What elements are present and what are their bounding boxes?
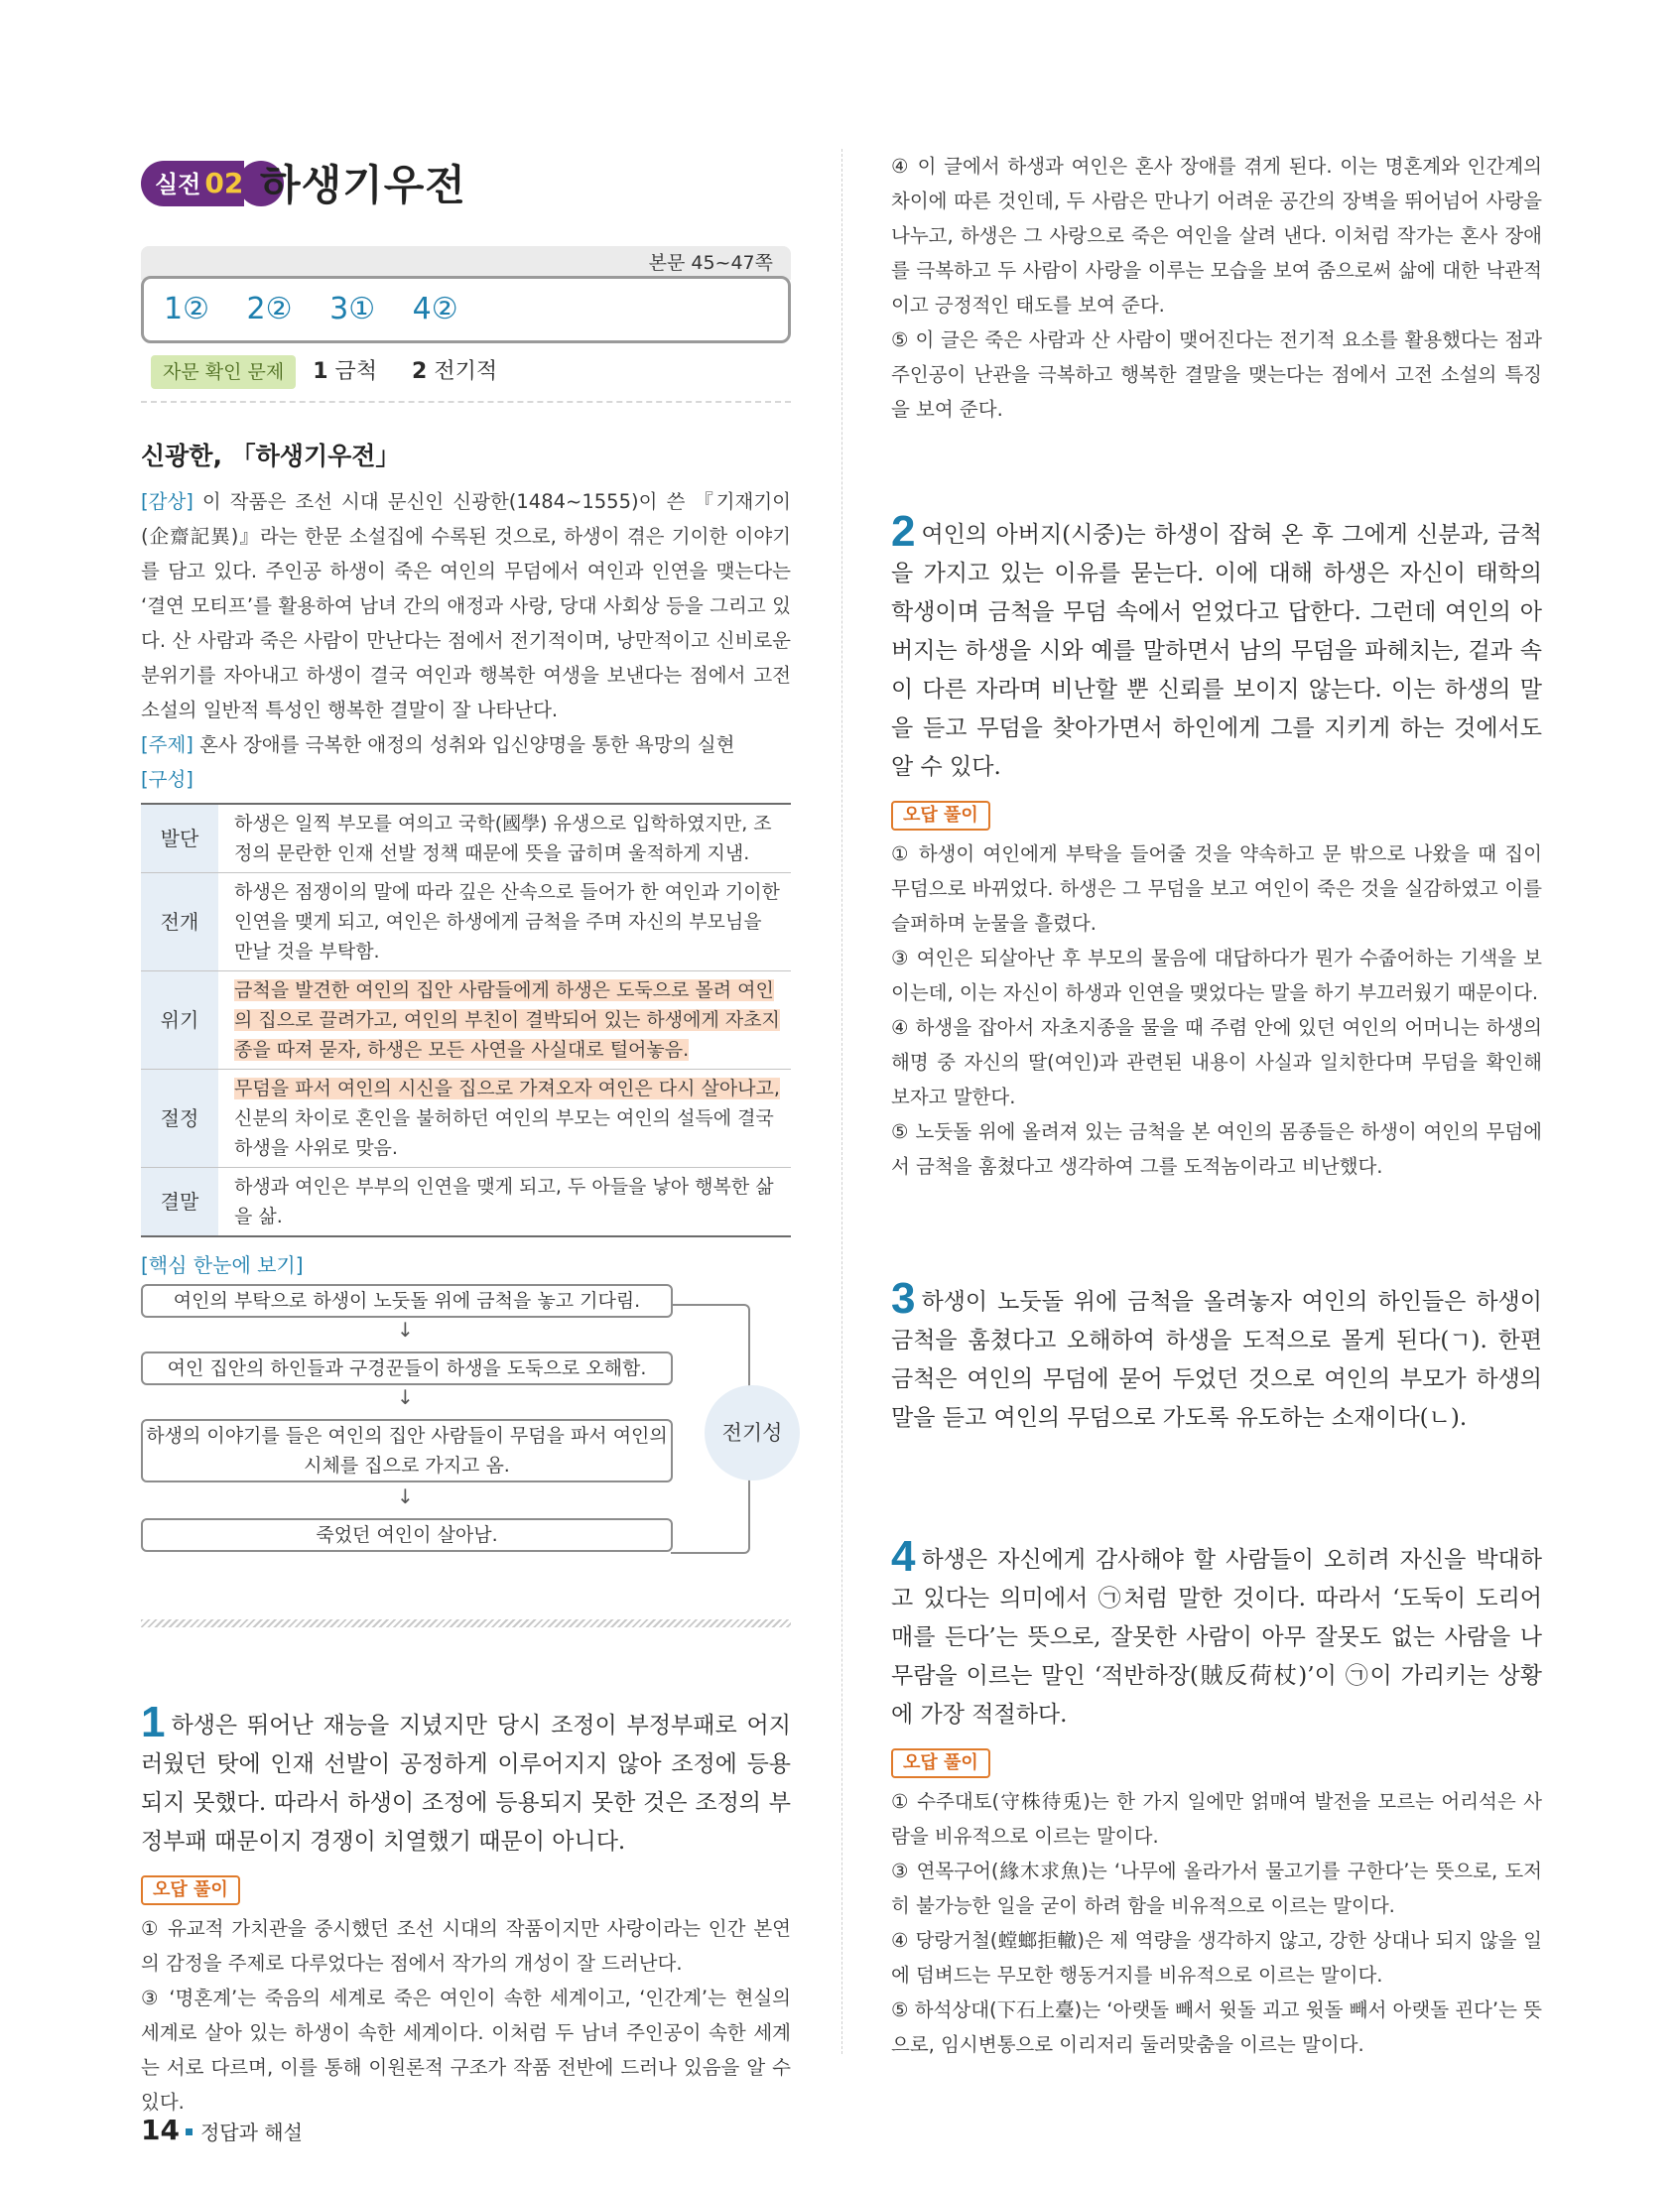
question-text: 하생은 뛰어난 재능을 지녔지만 당시 조정이 부정부패로 어지러웠던 탓에 인재 선발이 공정하게 이루어지지 않아 조정에 등용되지 못했다. 따라서 하생이 조정에 등용되지 못한 것은 조정의 부정부패 때문이지 경쟁이 치열했기 때문이 아니다. <box>141 1713 791 1855</box>
note: ④ 이 글에서 하생과 여인은 혼사 장애를 겪게 된다. 이는 명혼계와 인간계의 차이에 따른 것인데, 두 사람은 만나기 어려운 공간의 장벽을 뛰어넘어 사랑을 나누고, 하생은 그 사랑으로 죽은 여인을 살려 낸다. 이처럼 작가는 혼사 장애를 극복하고 두 사람이 사랑을 이루는 모습을 보여 줌으로써 삶에 대한 낙관적이고 긍정적인 태도를 보여 준다. <box>891 155 1542 317</box>
question-1 <box>141 1698 791 2120</box>
theme-label: [주제] <box>141 733 194 756</box>
note: ⑤ 하석상대(下石上臺)는 ‘아랫돌 빼서 윗돌 괴고 윗돌 빼서 아랫돌 괸다’는 뜻으로, 임시변통으로 이리저리 둘러맞춤을 이르는 말이다. <box>891 1998 1543 2056</box>
plot-stage: 결말 <box>141 1168 218 1237</box>
answer-pages: 본문 45~47쪽 <box>141 246 791 280</box>
work-title: 신광한, 「하생기우전」 <box>141 442 401 470</box>
right-column <box>891 149 1542 2062</box>
flow-diagram <box>141 1284 791 1602</box>
note: ① 하생이 여인에게 부탁을 들어줄 것을 약속하고 문 밖으로 나왔을 때 집이 무덤으로 바뀌었다. 하생은 그 무덤을 보고 여인이 죽은 것을 실감하였고 이를 슬퍼하며 눈물을 흘렸다. <box>891 842 1542 935</box>
appreciation-label: [감상] <box>141 490 194 513</box>
table-row <box>141 1070 791 1168</box>
wrong-answer-tag: 오답 풀이 <box>141 1875 240 1905</box>
table-row <box>141 1168 791 1237</box>
page-title: 하생기우전 <box>260 161 466 209</box>
left-column <box>141 149 791 2120</box>
plot-text: 하생과 여인은 부부의 인연을 맺게 되고, 두 아들을 낳아 행복한 삶을 삶. <box>218 1168 791 1237</box>
flow-step: 하생의 이야기를 들은 여인의 집안 사람들이 무덤을 파서 여인의 시체를 집으로 가지고 옴. <box>141 1419 673 1482</box>
quiz1-num: 1 <box>313 359 328 384</box>
plot-text: 금척을 발견한 여인의 집안 사람들에게 하생은 도둑으로 몰려 여인의 집으로 끌려가고, 여인의 부친이 결박되어 있는 하생에게 자초지종을 따져 묻자, 하생은 모든 사연을 사실대로 털어놓음. <box>218 971 791 1070</box>
answer-box <box>141 246 791 403</box>
plot-stage: 전개 <box>141 873 218 971</box>
note: ③ ‘명혼계’는 죽음의 세계로 죽은 여인이 속한 세계이고, ‘인간계’는 현실의 세계로 살아 있는 하생이 속한 세계이다. 이처럼 두 남녀 주인공이 속한 세계는 서로 다르며, 이를 통해 이원론적 구조가 작품 전반에 드러나 있음을 알 수 있다. <box>141 1987 791 2114</box>
quiz-row <box>141 343 791 403</box>
core-label: [핵심 한눈에 보기] <box>141 1253 304 1277</box>
quiz2-num: 2 <box>412 359 428 384</box>
flow-label: 전기성 <box>705 1385 800 1480</box>
note: ④ 하생을 잡아서 자초지종을 물을 때 주렴 안에 있던 여인의 어머니는 하생의 해명 중 자신의 딸(여인)과 관련된 내용이 사실과 일치한다며 무덤을 확인해 보자고 말한다. <box>891 1016 1542 1108</box>
flow-arrow: ↓ <box>397 1318 414 1342</box>
note: ④ 당랑거철(螳螂拒轍)은 제 역량을 생각하지 않고, 강한 상대나 되지 않을 일에 덤벼드는 무모한 행동거지를 비유적으로 이르는 말이다. <box>891 1929 1542 1987</box>
answer-list <box>141 276 791 343</box>
plot-text: 무덤을 파서 여인의 시신을 집으로 가져오자 여인은 다시 살아나고, 신분의 차이로 혼인을 불허하던 여인의 부모는 여인의 설득에 결국 하생을 사위로 맞음. <box>218 1070 791 1168</box>
flow-step: 죽었던 여인이 살아남. <box>141 1518 673 1552</box>
structure-label: [구성] <box>141 768 194 791</box>
plot-text: 하생은 일찍 부모를 여의고 국학(國學) 유생으로 입학하였지만, 조정의 문란한 인재 선발 정책 때문에 뜻을 굽히며 울적하게 지냄. <box>218 804 791 873</box>
plot-stage: 절정 <box>141 1070 218 1168</box>
question-3 <box>891 1274 1542 1438</box>
quiz1-answer: 금척 <box>334 359 378 384</box>
appreciation <box>141 484 791 727</box>
plot-table <box>141 803 791 1237</box>
theme-text: 혼사 장애를 극복한 애정의 성취와 입신양명을 통한 욕망의 실현 <box>199 733 735 756</box>
plot-text: 하생은 점쟁이의 말에 따라 깊은 산속으로 들어가 한 여인과 기이한 인연을 맺게 되고, 여인은 하생에게 금척을 주며 자신의 부모님을 만날 것을 부탁함. <box>218 873 791 971</box>
question-number: 4 <box>891 1532 916 1581</box>
quiz2-answer: 전기적 <box>434 359 498 384</box>
column-divider <box>841 149 842 2054</box>
wrong-answer-tag: 오답 풀이 <box>891 801 990 831</box>
question-text: 하생이 노둣돌 위에 금척을 올려놓자 여인의 하인들은 하생이 금척을 훔쳤다고 오해하여 하생을 도적으로 몰게 된다(ㄱ). 한편 금척은 여인의 무덤에 묻어 두었던 것으로 여인의 부모가 하생의 말을 듣고 여인의 무덤으로 가도록 유도하는 소재이다(ㄴ). <box>891 1289 1542 1431</box>
note: ③ 연목구어(緣木求魚)는 ‘나무에 올라가서 물고기를 구한다’는 뜻으로, 도저히 불가능한 일을 굳이 하려 함을 비유적으로 이르는 말이다. <box>891 1860 1542 1917</box>
quiz-tag: 자문 확인 문제 <box>151 355 296 389</box>
section-header <box>141 149 791 208</box>
note: ① 수주대토(守株待兎)는 한 가지 일에만 얽매여 발전을 모르는 어리석은 사람을 비유적으로 이르는 말이다. <box>891 1790 1542 1848</box>
flow-step: 여인 집안의 하인들과 구경꾼들이 하생을 도둑으로 오해함. <box>141 1351 673 1385</box>
footer-section: 정답과 해설 <box>199 2121 303 2144</box>
question-number: 3 <box>891 1274 916 1323</box>
question-number: 1 <box>141 1698 166 1746</box>
plot-stage: 위기 <box>141 971 218 1070</box>
note: ① 유교적 가치관을 중시했던 조선 시대의 작품이지만 사랑이라는 인간 본연의 감정을 주제로 다루었다는 점에서 작가의 개성이 잘 드러난다. <box>141 1917 791 1975</box>
question-number: 2 <box>891 507 916 556</box>
appreciation-text: 이 작품은 조선 시대 문신인 신광한(1484~1555)이 쓴 『기재기이(企齋記異)』라는 한문 소설집에 수록된 것으로, 하생이 겪은 기이한 이야기를 담고 있다. 주인공 하생이 죽은 여인의 무덤에서 여인과 인연을 맺는다는 ‘결연 모티프’를 활용하여 남녀 간의 애정과 사랑, 당대 사회상 등을 그리고 있다. 산 사람과 죽은 사람이 만난다는 점에서 전기적이며, 낭만적이고 신비로운 분위기를 자아내고 하생이 결국 여인과 행복한 여생을 보낸다는 점에서 고전 소설의 일반적 특성인 행복한 결말이 잘 나타난다. <box>141 490 791 721</box>
badge-label: 실전 <box>155 171 201 198</box>
question-2 <box>891 507 1542 1184</box>
flow-arrow: ↓ <box>397 1385 414 1409</box>
question-text: 여인의 아버지(시중)는 하생이 잡혀 온 후 그에게 신분과, 금척을 가지고 있는 이유를 묻는다. 이에 대해 하생은 자신이 태학의 학생이며 금척을 무덤 속에서 얻었다고 답한다. 그런데 여인의 아버지는 하생을 시와 예를 말하면서 남의 무덤을 파헤치는, 겉과 속이 다른 자라며 비난할 뿐 신뢰를 보이지 않는다. 이는 하생의 말을 듣고 무덤을 찾아가면서 하인에게 그를 지키게 하는 것에서도 알 수 있다. <box>891 522 1542 780</box>
table-row <box>141 804 791 873</box>
flow-arrow: ↓ <box>397 1484 414 1508</box>
note: ⑤ 이 글은 죽은 사람과 산 사람이 맺어진다는 전기적 요소를 활용했다는 점과 주인공이 난관을 극복하고 행복한 결말을 맺는다는 점에서 고전 소설의 특징을 보여 준다. <box>891 328 1542 421</box>
question-4 <box>891 1532 1543 2062</box>
note: ③ 여인은 되살아난 후 부모의 물음에 대답하다가 뭔가 수줍어하는 기색을 보이는데, 이는 자신이 하생과 인연을 맺었다는 말을 하기 부끄러웠기 때문이다. <box>891 947 1542 1004</box>
page-footer <box>141 2114 303 2146</box>
flow-step: 여인의 부탁으로 하생이 노둣돌 위에 금척을 놓고 기다림. <box>141 1284 673 1318</box>
page-number: 14 <box>141 2114 180 2146</box>
plot-stage: 발단 <box>141 804 218 873</box>
badge-number: 02 <box>204 167 244 199</box>
table-row <box>141 873 791 971</box>
answer-item: 4② <box>412 292 458 326</box>
separator <box>141 1619 791 1627</box>
question-text: 하생은 자신에게 감사해야 할 사람들이 오히려 자신을 박대하고 있다는 의미에서 ㉠처럼 말한 것이다. 따라서 ‘도둑이 도리어 매를 든다’는 뜻으로, 잘못한 사람이 아무 잘못도 없는 사람을 나무람을 이르는 말인 ‘적반하장(賊反荷杖)’이 ㉠이 가리키는 상황에 가장 적절하다. <box>891 1547 1542 1728</box>
wrong-answer-tag: 오답 풀이 <box>891 1748 990 1778</box>
answer-item: 3① <box>329 292 376 326</box>
answer-item: 1② <box>164 292 209 326</box>
note: ⑤ 노둣돌 위에 올려져 있는 금척을 본 여인의 몸종들은 하생이 여인의 무덤에서 금척을 훔쳤다고 생각하여 그를 도적놈이라고 비난했다. <box>891 1120 1542 1178</box>
theme <box>141 727 791 762</box>
footer-square-icon <box>186 2128 193 2135</box>
answer-item: 2② <box>246 292 293 326</box>
table-row <box>141 971 791 1070</box>
section-badge <box>141 161 244 206</box>
